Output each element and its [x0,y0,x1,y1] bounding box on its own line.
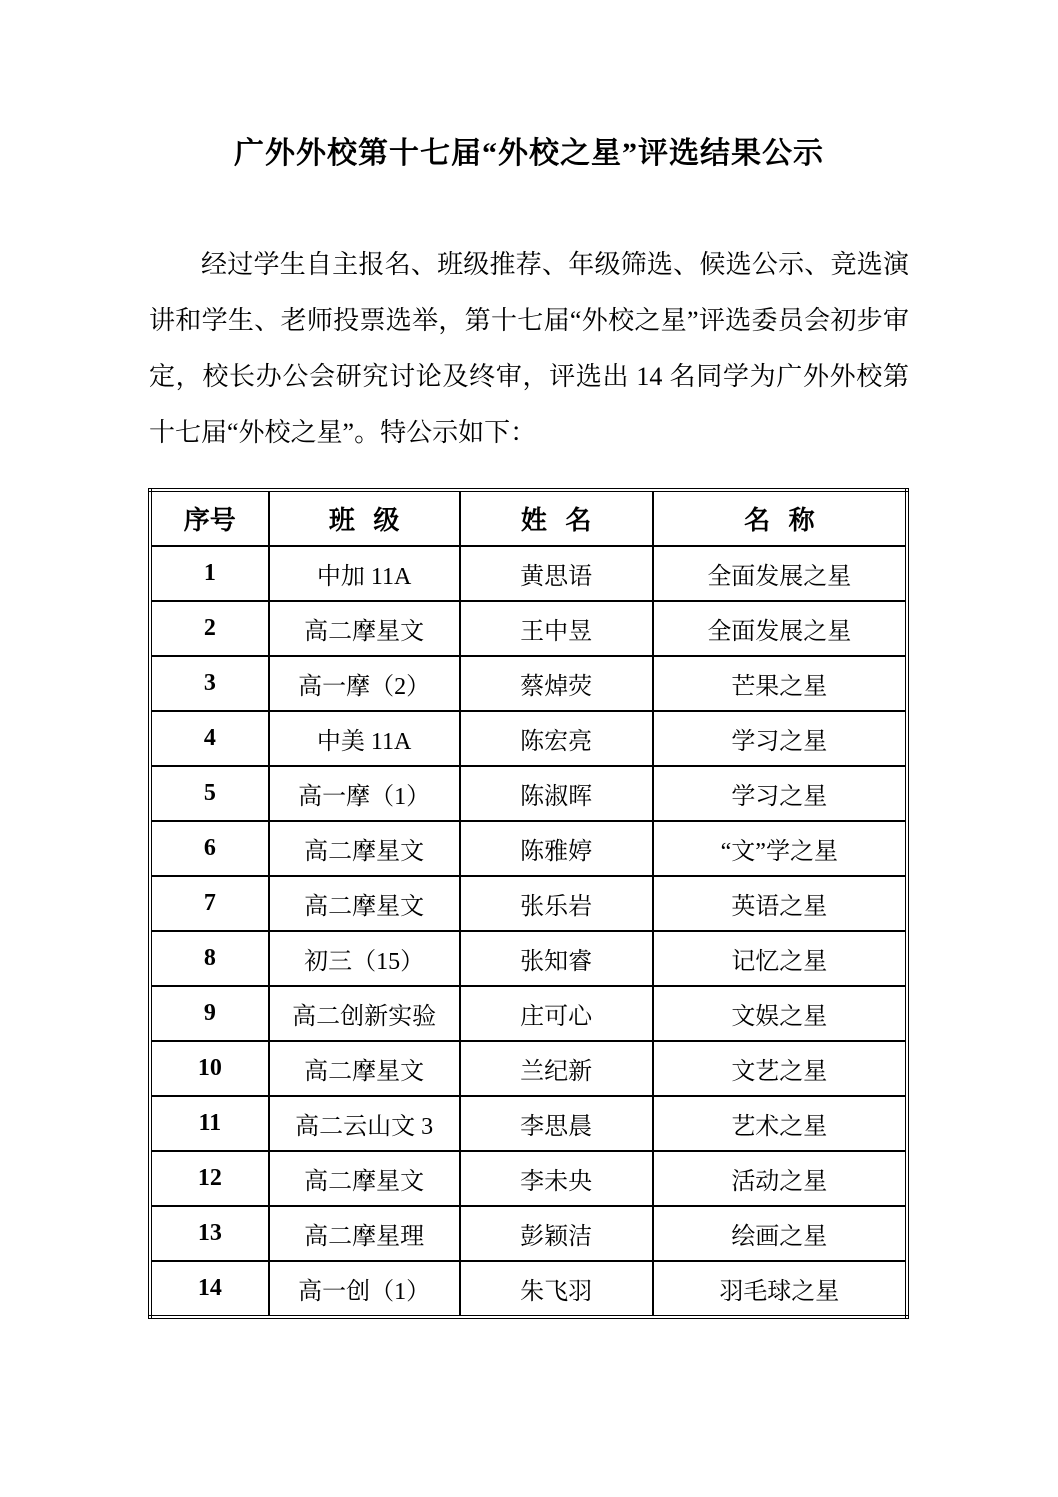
table-row [150,546,907,601]
student-name-cell: 蔡焯荧 [460,656,653,711]
student-name-cell: 兰纪新 [460,1041,653,1096]
star-title-cell: 学习之星 [653,711,907,766]
table-row [150,711,907,766]
class-cell: 高一摩（1） [269,766,460,821]
class-cell: 初三（15） [269,931,460,986]
student-name-cell: 王中昱 [460,601,653,656]
table-row [150,986,907,1041]
row-number-cell: 14 [150,1261,269,1317]
table-row [150,1096,907,1151]
class-cell: 高二摩星文 [269,1151,460,1206]
table-row [150,1206,907,1261]
row-number-cell: 9 [150,986,269,1041]
table-row [150,821,907,876]
class-cell: 高二摩星文 [269,1041,460,1096]
student-name-cell: 陈宏亮 [460,711,653,766]
page-title: 广外外校第十七届“外校之星”评选结果公示 [234,137,824,170]
row-number-cell: 12 [150,1151,269,1206]
results-table-header [150,490,907,546]
table-row [150,1041,907,1096]
row-number-cell: 3 [150,656,269,711]
row-number-cell: 10 [150,1041,269,1096]
star-title-cell: 文艺之星 [653,1041,907,1096]
star-title-cell: 羽毛球之星 [653,1261,907,1317]
student-name-cell: 张乐岩 [460,876,653,931]
star-title-cell: 学习之星 [653,766,907,821]
star-title-cell: 活动之星 [653,1151,907,1206]
student-name-cell: 庄可心 [460,986,653,1041]
student-name-cell: 陈雅婷 [460,821,653,876]
results-table-body [150,546,907,1317]
star-title-cell: 全面发展之星 [653,601,907,656]
star-title-cell: 艺术之星 [653,1096,907,1151]
row-number-cell: 1 [150,546,269,601]
class-cell: 高二摩星文 [269,821,460,876]
student-name-cell: 黄思语 [460,546,653,601]
results-table [148,488,909,1319]
table-row [150,601,907,656]
row-number-cell: 7 [150,876,269,931]
column-header-name: 姓 名 [460,490,653,546]
class-cell: 高一创（1） [269,1261,460,1317]
row-number-cell: 5 [150,766,269,821]
class-cell: 高二摩星文 [269,601,460,656]
intro-paragraph: 经过学生自主报名、班级推荐、年级筛选、候选公示、竞选演讲和学生、老师投票选举，第十七届“外校之星”评选委员会初步审定，校长办公会研究讨论及终审，评选出 14 名同学为广外外校第十七届“外校之星”。特公示如下： [149,249,909,447]
star-title-cell: “文”学之星 [653,821,907,876]
row-number-cell: 6 [150,821,269,876]
star-title-cell: 全面发展之星 [653,546,907,601]
table-row [150,656,907,711]
class-cell: 高二摩星文 [269,876,460,931]
table-row [150,766,907,821]
row-number-cell: 13 [150,1206,269,1261]
column-header-title: 名 称 [653,490,907,546]
table-row [150,1151,907,1206]
class-cell: 高二创新实验 [269,986,460,1041]
star-title-cell: 绘画之星 [653,1206,907,1261]
student-name-cell: 李思晨 [460,1096,653,1151]
header-row [150,490,907,546]
class-cell: 中美 11A [269,711,460,766]
class-cell: 高一摩（2） [269,656,460,711]
star-title-cell: 英语之星 [653,876,907,931]
class-cell: 高二摩星理 [269,1206,460,1261]
star-title-cell: 文娱之星 [653,986,907,1041]
student-name-cell: 彭颖洁 [460,1206,653,1261]
class-cell: 中加 11A [269,546,460,601]
student-name-cell: 陈淑晖 [460,766,653,821]
star-title-cell: 芒果之星 [653,656,907,711]
row-number-cell: 4 [150,711,269,766]
row-number-cell: 11 [150,1096,269,1151]
student-name-cell: 朱飞羽 [460,1261,653,1317]
row-number-cell: 8 [150,931,269,986]
column-header-index: 序号 [150,490,269,546]
student-name-cell: 李未央 [460,1151,653,1206]
table-row [150,931,907,986]
student-name-cell: 张知睿 [460,931,653,986]
column-header-class: 班 级 [269,490,460,546]
star-title-cell: 记忆之星 [653,931,907,986]
table-row [150,876,907,931]
row-number-cell: 2 [150,601,269,656]
results-table-container [148,488,910,1319]
table-row [150,1261,907,1317]
class-cell: 高二云山文 3 [269,1096,460,1151]
